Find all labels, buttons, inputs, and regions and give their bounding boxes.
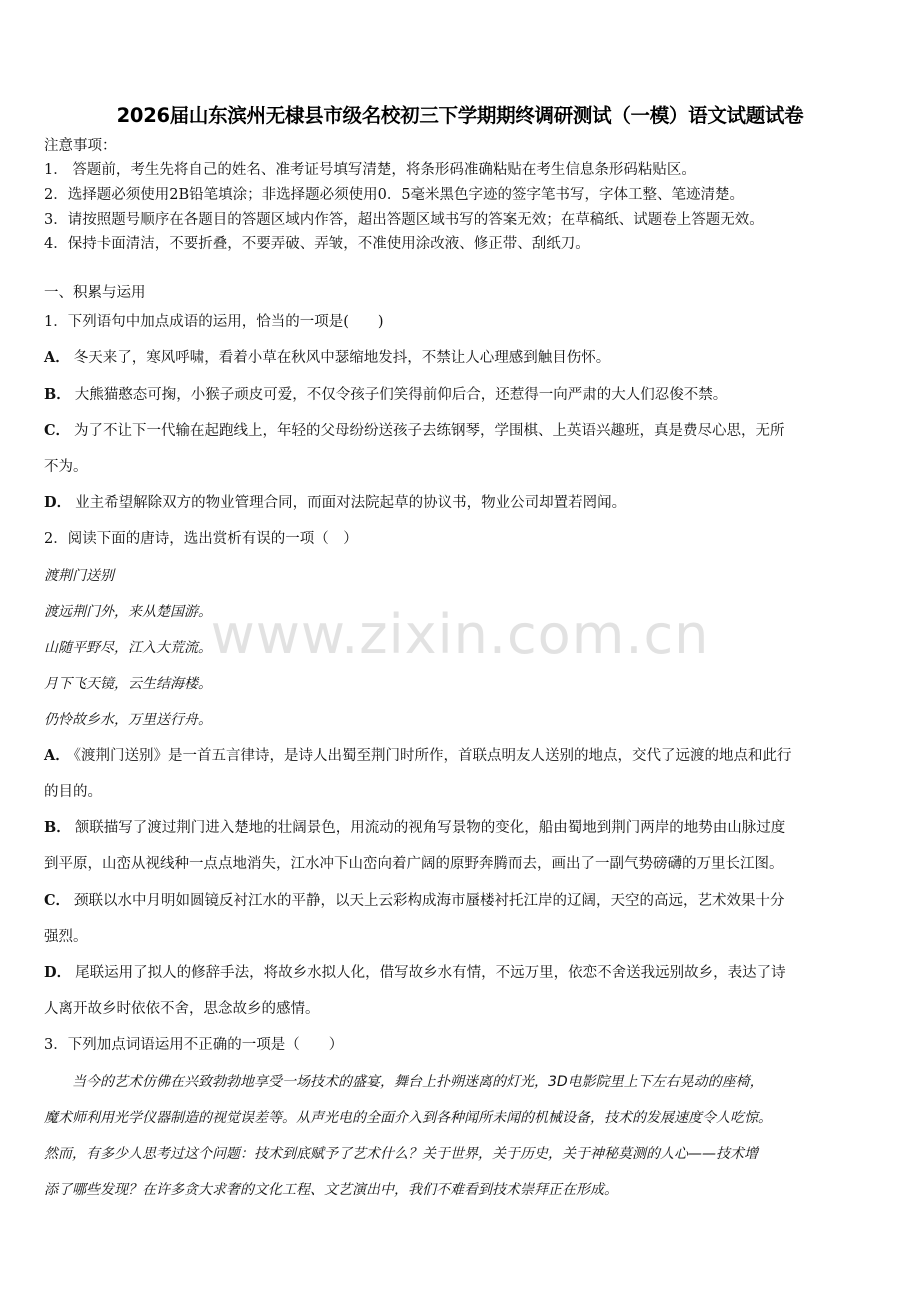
poem-line: 仍怜故乡水，万里送行舟。 — [44, 712, 212, 728]
poem-line: 山随平野尽，江入大荒流。 — [44, 640, 212, 656]
q2-option-c: C． 颈联以水中月明如圆镜反衬江水的平静，以天上云彩构成海市蜃楼衬托江岸的辽阔，天空的高远，艺术效果十分 — [44, 892, 785, 909]
page-title: 2026届山东滨州无棣县市级名校初三下学期期终调研测试（一模）语文试题试卷 — [116, 104, 804, 127]
passage-line: 当今的艺术仿佛在兴致勃勃地享受一场技术的盛宴，舞台上扑朔迷离的灯光，3D电影院里上下左右晃动的座椅， — [44, 1074, 764, 1090]
q2-option-b: B． 颔联描写了渡过荆门进入楚地的壮阔景色，用流动的视角写景物的变化，船由蜀地到荆门两岸的地势由山脉过度 — [44, 819, 786, 836]
question-2-stem: 2．阅读下面的唐诗，选出赏析有误的一项（ ） — [44, 531, 358, 547]
question-3-stem: 3．下列加点词语运用不正确的一项是（ ） — [44, 1037, 344, 1053]
passage-line: 魔术师利用光学仪器制造的视觉误差等。从声光电的全面介入到各种闻所未闻的机械设备，技术的发展速度令人吃惊。 — [44, 1110, 772, 1126]
q1-option-d: D． 业主希望解除双方的物业管理合同，而面对法院起草的协议书，物业公司却置若罔闻。 — [44, 494, 627, 511]
passage-line: 然而，有多少人思考过这个问题：技术到底赋予了艺术什么？关于世界，关于历史，关于神秘莫测的人心——技术增 — [44, 1146, 758, 1162]
section-heading: 一、积累与运用 — [44, 285, 146, 301]
q1-option-c-cont: 不为。 — [44, 459, 88, 475]
notice-item: 3．请按照题号顺序在各题目的答题区域内作答，超出答题区域书写的答案无效；在草稿纸、试题卷上答题无效。 — [44, 212, 764, 228]
poem-line: 月下飞天镜，云生结海楼。 — [44, 676, 212, 692]
notice-item: 1． 答题前，考生先将自己的姓名、准考证号填写清楚，将条形码准确粘贴在考生信息条形码粘贴区。 — [44, 162, 696, 178]
q1-option-c: C． 为了不让下一代输在起跑线上，年轻的父母纷纷送孩子去练钢琴，学围棋、上英语兴趣班，真是费尽心思，无所 — [44, 422, 785, 439]
q2-option-a: A． 《渡荆门送别》是一首五言律诗，是诗人出蜀至荆门时所作，首联点明友人送别的地点，交代了远渡的地点和此行 — [44, 747, 792, 764]
notice-item: 2．选择题必须使用2B铅笔填涂；非选择题必须使用0．5毫米黑色字迹的签字笔书写，字体工整、笔迹清楚。 — [44, 187, 745, 203]
poem-title: 渡荆门送别 — [44, 568, 114, 584]
notice-heading: 注意事项： — [44, 138, 117, 154]
q2-option-d: D． 尾联运用了拟人的修辞手法，将故乡水拟人化，借写故乡水有情，不远万里，依恋不舍送我远别故乡，表达了诗 — [44, 964, 786, 981]
question-1-stem: 1．下列语句中加点成语的运用，恰当的一项是( ) — [44, 314, 384, 330]
q1-option-b: B． 大熊猫憨态可掬，小猴子顽皮可爱，不仅令孩子们笑得前仰后合，还惹得一向严肃的大人们忍俊不禁。 — [44, 386, 728, 403]
notice-item: 4．保持卡面清洁，不要折叠，不要弄破、弄皱，不准使用涂改液、修正带、刮纸刀。 — [44, 236, 590, 252]
poem-line: 渡远荆门外，来从楚国游。 — [44, 604, 212, 620]
watermark: www.zixin.com.cn — [210, 603, 710, 666]
q2-option-b-cont: 到平原，山峦从视线种一点点地消失，江水冲下山峦向着广阔的原野奔腾而去，画出了一副气势磅礴的万里长江图。 — [44, 856, 784, 872]
q1-option-a: A． 冬天来了，寒风呼啸，看着小草在秋风中瑟缩地发抖，不禁让人心理感到触目伤怀。 — [44, 349, 611, 366]
q2-option-a-cont: 的目的。 — [44, 784, 102, 800]
q2-option-c-cont: 强烈。 — [44, 929, 88, 945]
q2-option-d-cont: 人离开故乡时依依不舍，思念故乡的感情。 — [44, 1001, 320, 1017]
passage-line: 添了哪些发现？在许多贪大求奢的文化工程、文艺演出中，我们不难看到技术崇拜正在形成。 — [44, 1182, 618, 1198]
